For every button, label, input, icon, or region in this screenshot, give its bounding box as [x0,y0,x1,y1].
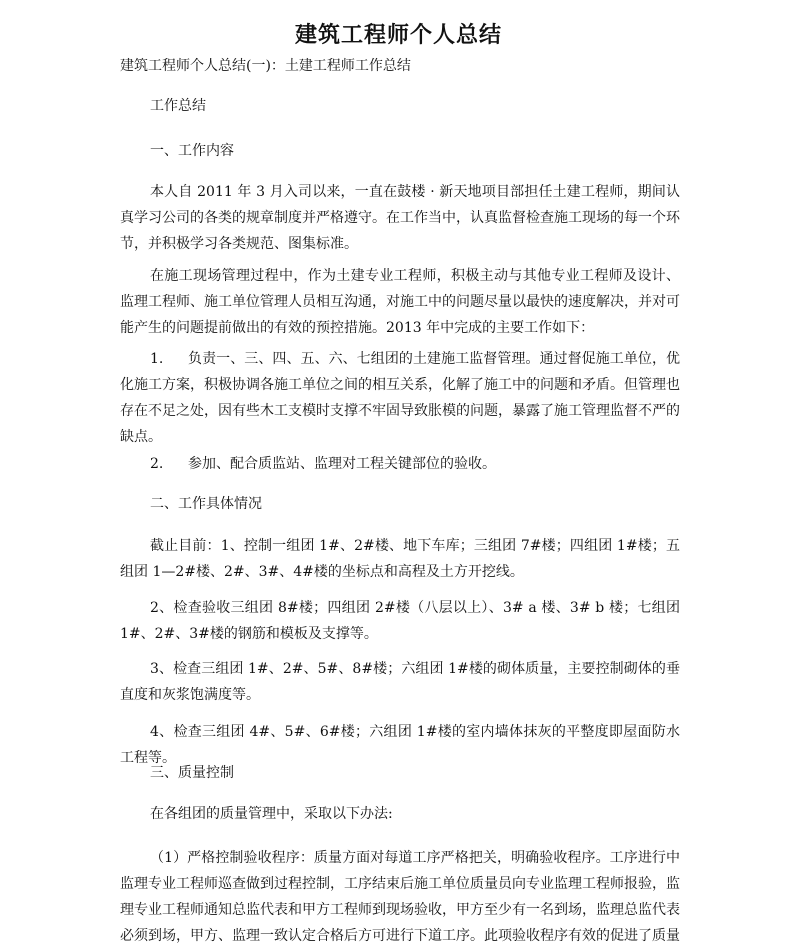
paragraph-plaster-inspection: 4、检查三组团 4#、5#、6#楼；六组团 1#楼的室内墙体抹灰的平整度即屋面防水工程等。 [120,724,680,766]
paragraph-masonry-inspection: 3、检查三组团 1#、2#、5#、8#楼；六组团 1#楼的砌体质量，主要控制砌体的垂直度和灰浆饱满度等。 [120,661,680,703]
paragraph-control-points: 截止目前：1、控制一组团 1#、2#楼、地下车库；三组团 7#楼；四组团 1#楼；五组团 1—2#楼、2#、3#、4#楼的坐标点和高程及土方开挖线。 [120,538,680,580]
list-item-2 [120,451,680,477]
paragraph-rebar-inspection: 2、检查验收三组团 8#楼；四组团 2#楼（八层以上）、3# a 楼、3# b 楼；七组团 1#、2#、3#楼的钢筋和模板及支撑等。 [120,600,680,642]
paragraph-intro: 本人自 2011 年 3 月入司以来，一直在鼓楼 · 新天地项目部担任土建工程师，期间认真学习公司的各类的规章制度并严格遵守。在工作当中，认真监督检查施工现场的每一个环节，并积极学习各类规范、图集标准。 [120,184,680,252]
list-item-2-text: 参加、配合质监站、监理对工程关键部位的验收。 [188,456,496,472]
section-heading-work-content: 一、工作内容 [150,143,234,159]
list-item-2-number: 2. [150,456,164,472]
section-heading-quality-control: 三、质量控制 [150,765,234,781]
list-item-1 [120,346,680,450]
document-subtitle: 建筑工程师个人总结(一)：土建工程师工作总结 [120,58,411,74]
section-heading-work-details: 二、工作具体情况 [150,496,262,512]
document-title: 建筑工程师个人总结 [294,22,502,48]
paragraph-site-management: 在施工现场管理过程中，作为土建专业工程师，积极主动与其他专业工程师及设计、监理工程师、施工单位管理人员相互沟通，对施工中的问题尽量以最快的速度解决，并对可能产生的问题提前做出的有效的预控措施。2013 年中完成的主要工作如下： [120,268,680,336]
paragraph-quality-methods: 在各组团的质量管理中，采取以下办法: [150,806,393,822]
paragraph-acceptance-procedure: （1）严格控制验收程序：质量方面对每道工序严格把关，明确验收程序。工序进行中监理专业工程师巡查做到过程控制，工序结束后施工单位质量员向专业监理工程师报验，监理专业工程师通知总监代表和甲方工程师到现场验收，甲方至少有一名到场，监理总监代表必须到场，甲方、监理一致认定合格后方可进行下道工序。此项验收程序有效的促进了质量 [120,850,680,944]
heading-work-summary: 工作总结 [150,98,206,114]
list-item-1-text: 负责一、三、四、五、六、七组团的土建施工监督管理。通过督促施工单位，优化施工方案，积极协调各施工单位之间的相互关系，化解了施工中的问题和矛盾。但管理也存在不足之处，因有些木工支模时支撑不牢固导致胀模的问题，暴露了施工管理监督不严的缺点。 [120,351,680,445]
list-item-1-number: 1. [150,351,164,367]
